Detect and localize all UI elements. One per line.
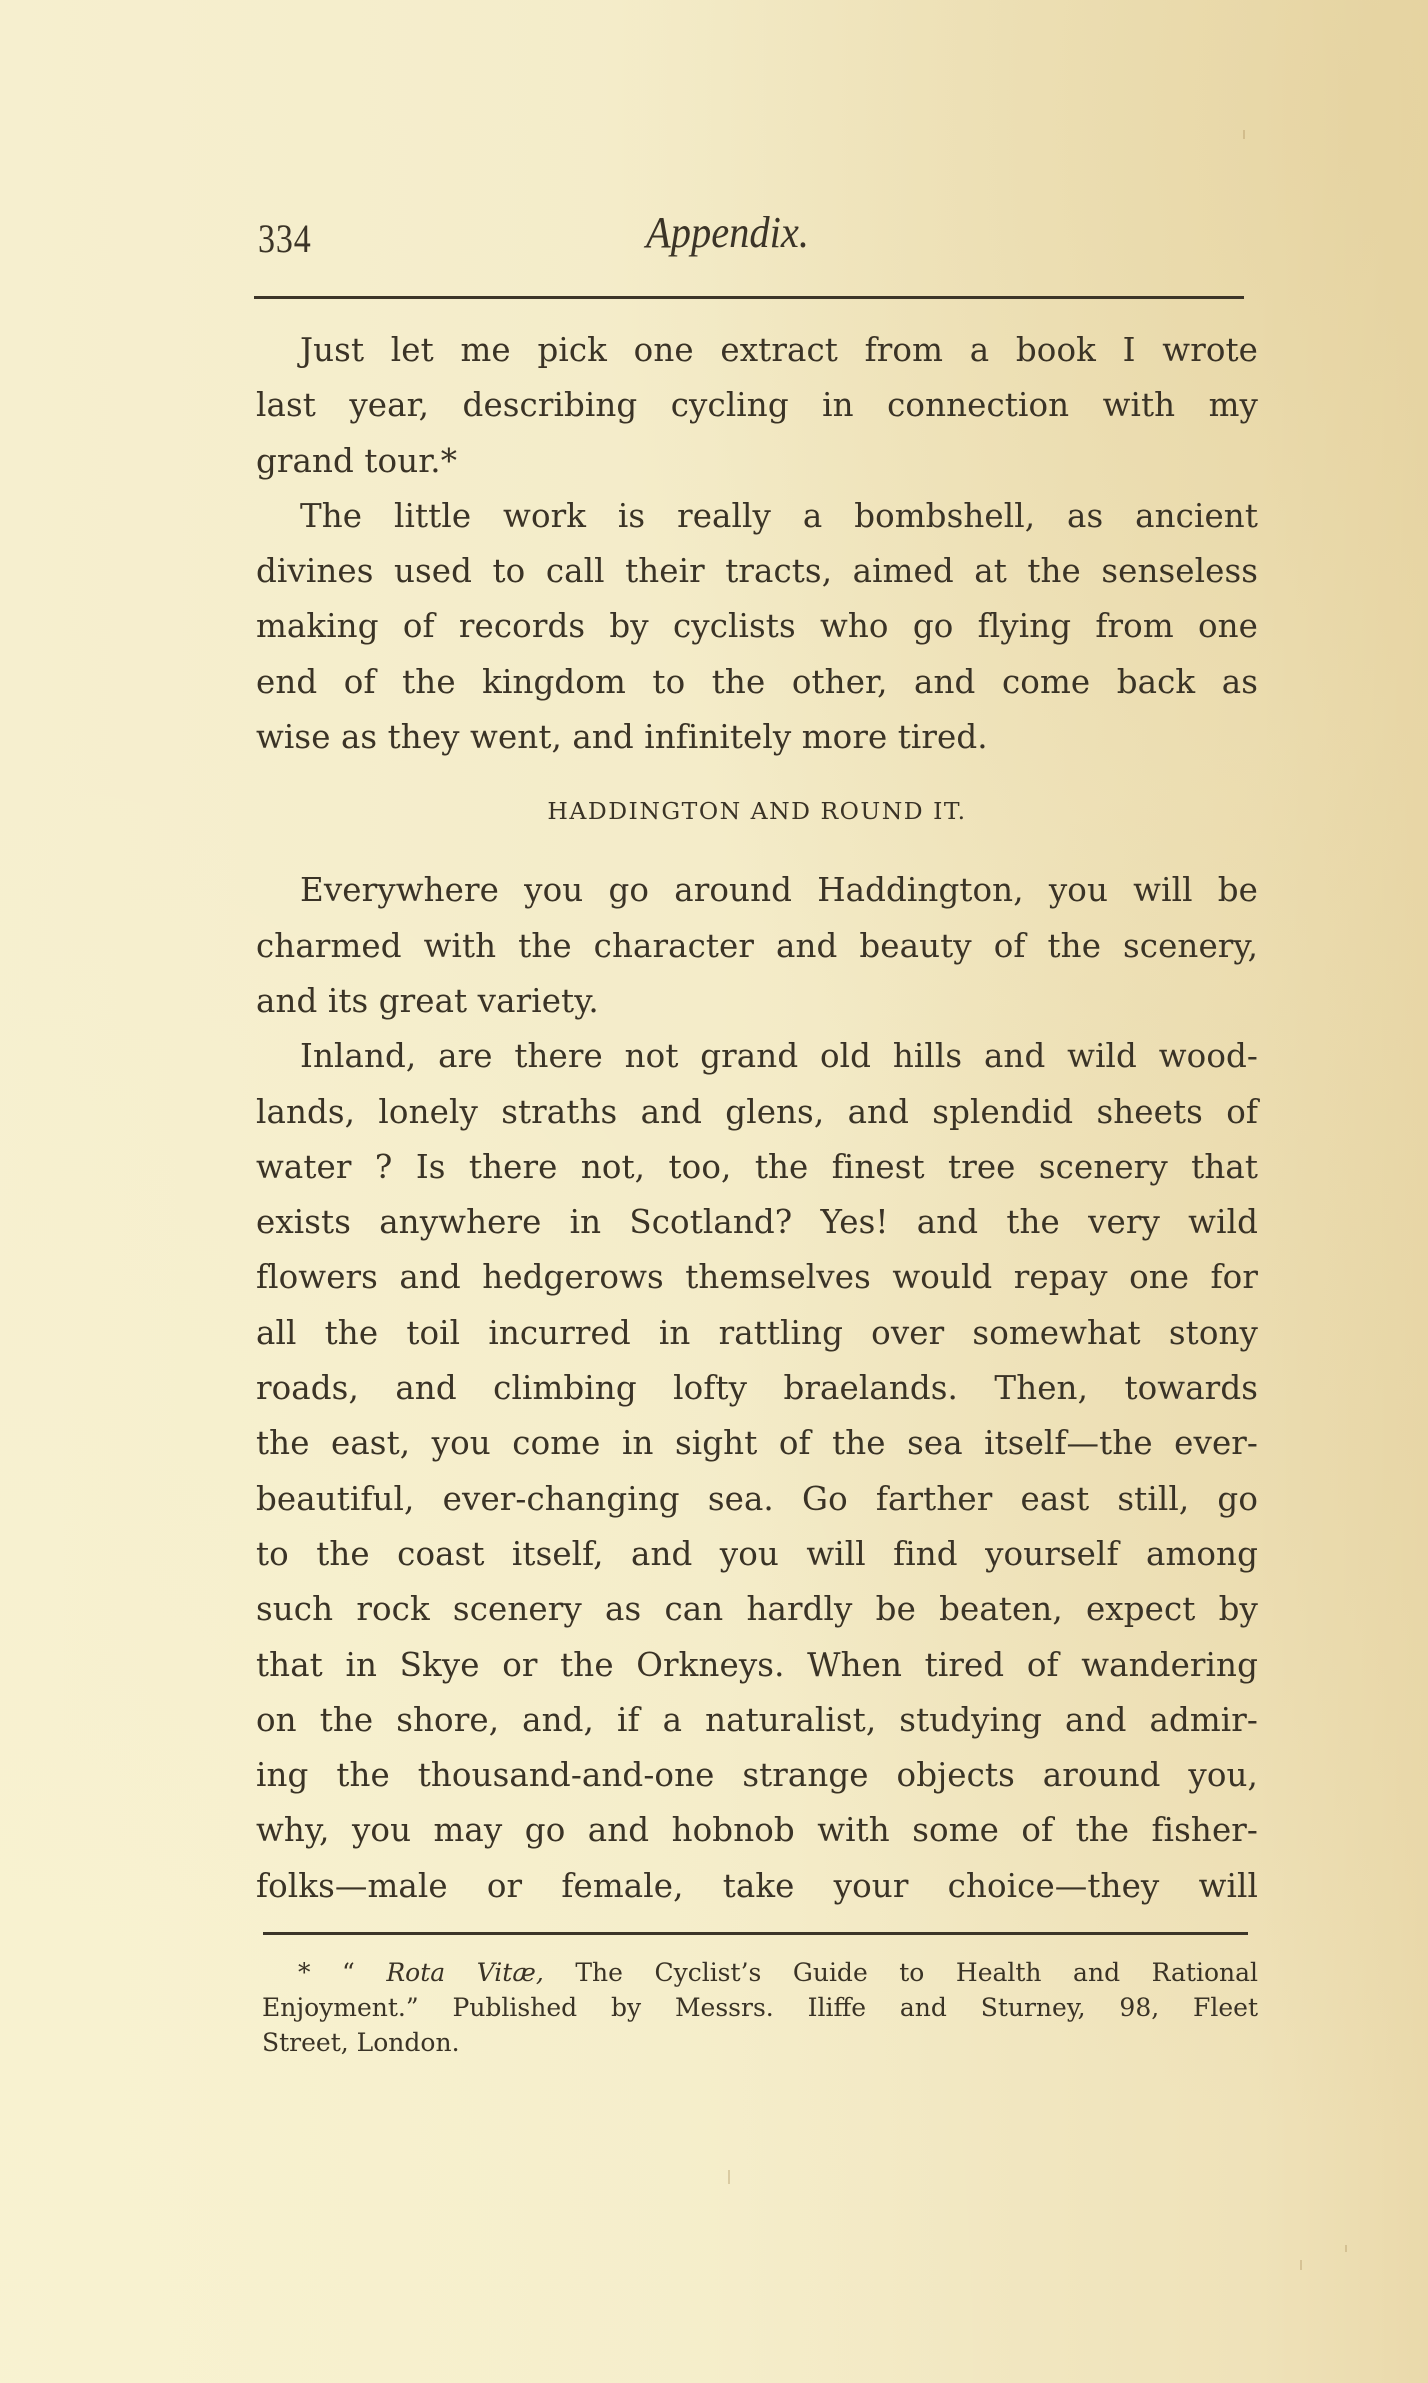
running-title: Appendix.	[646, 208, 809, 257]
page-number: 334	[258, 216, 312, 261]
footnote-line: Street, London.	[262, 2028, 460, 2057]
text-line: Everywhere you go around Haddington, you will be	[300, 871, 1258, 910]
running-head	[256, 205, 1256, 275]
text-line: that in Skye or the Orkneys. When tired of wandering	[256, 1645, 1258, 1684]
text-line: why, you may go and hobnob with some of the fisher-	[256, 1811, 1258, 1850]
text-line: such rock scenery as can hardly be beaten, expect by	[256, 1590, 1258, 1629]
text-line: last year, describing cycling in connection with my	[256, 386, 1258, 425]
text-line: water ? Is there not, too, the finest tree scenery that	[256, 1147, 1258, 1186]
footnote	[262, 1955, 1258, 2060]
footnote-text: The Cyclist’s Guide to Health and Rational	[575, 1958, 1258, 1987]
text-line: The little work is really a bombshell, as ancient	[300, 496, 1258, 535]
text-line: all the toil incurred in rattling over somewhat stony	[256, 1313, 1258, 1352]
paper-speck	[1345, 2245, 1347, 2252]
section-heading: HADDINGTON AND ROUND IT.	[547, 797, 967, 826]
text-line: grand tour.*	[256, 441, 458, 480]
text-line: divines used to call their tracts, aimed at the senseless	[256, 552, 1258, 591]
footnote-marker: * “	[298, 1958, 355, 1987]
text-line: ing the thousand-and-one strange objects around you,	[256, 1756, 1258, 1795]
text-line: Just let me pick one extract from a book I wrote	[300, 331, 1258, 369]
text-line: charmed with the character and beauty of the scenery,	[256, 926, 1258, 965]
text-line: to the coast itself, and you will find yourself among	[256, 1534, 1258, 1573]
text-line: end of the kingdom to the other, and come back as	[256, 662, 1258, 701]
paper-speck	[728, 2170, 730, 2184]
text-line: beautiful, ever-changing sea. Go farther east still, go	[256, 1479, 1258, 1518]
text-line: wise as they went, and infinitely more tired.	[256, 718, 988, 757]
paper-speck	[1300, 2260, 1302, 2270]
text-line: making of records by cyclists who go flying from one	[256, 607, 1258, 646]
header-rule	[254, 296, 1244, 299]
footnote-book-title: Rota Vitæ,	[386, 1958, 544, 1987]
text-line: on the shore, and, if a naturalist, studying and admir-	[256, 1700, 1258, 1739]
footnote-line	[262, 1955, 1258, 1990]
paper-speck	[1243, 130, 1245, 139]
text-line: the east, you come in sight of the sea itself—the ever-	[256, 1424, 1258, 1463]
text-line: exists anywhere in Scotland? Yes! and the very wild	[256, 1203, 1258, 1242]
text-line: folks—male or female, take your choice—they will	[256, 1866, 1258, 1905]
text-line: roads, and climbing lofty braelands. Then, towards	[256, 1369, 1258, 1408]
text-line: lands, lonely straths and glens, and splendid sheets of	[256, 1092, 1258, 1131]
text-line: Inland, are there not grand old hills and wild wood-	[300, 1037, 1258, 1076]
text-line: and its great variety.	[256, 981, 599, 1020]
footnote-line: Enjoyment.” Published by Messrs. Iliffe and Sturney, 98, Fleet	[262, 1993, 1258, 2022]
body-text	[256, 323, 1258, 1914]
text-line: flowers and hedgerows themselves would repay one for	[256, 1258, 1258, 1297]
footnote-rule	[263, 1932, 1248, 1935]
